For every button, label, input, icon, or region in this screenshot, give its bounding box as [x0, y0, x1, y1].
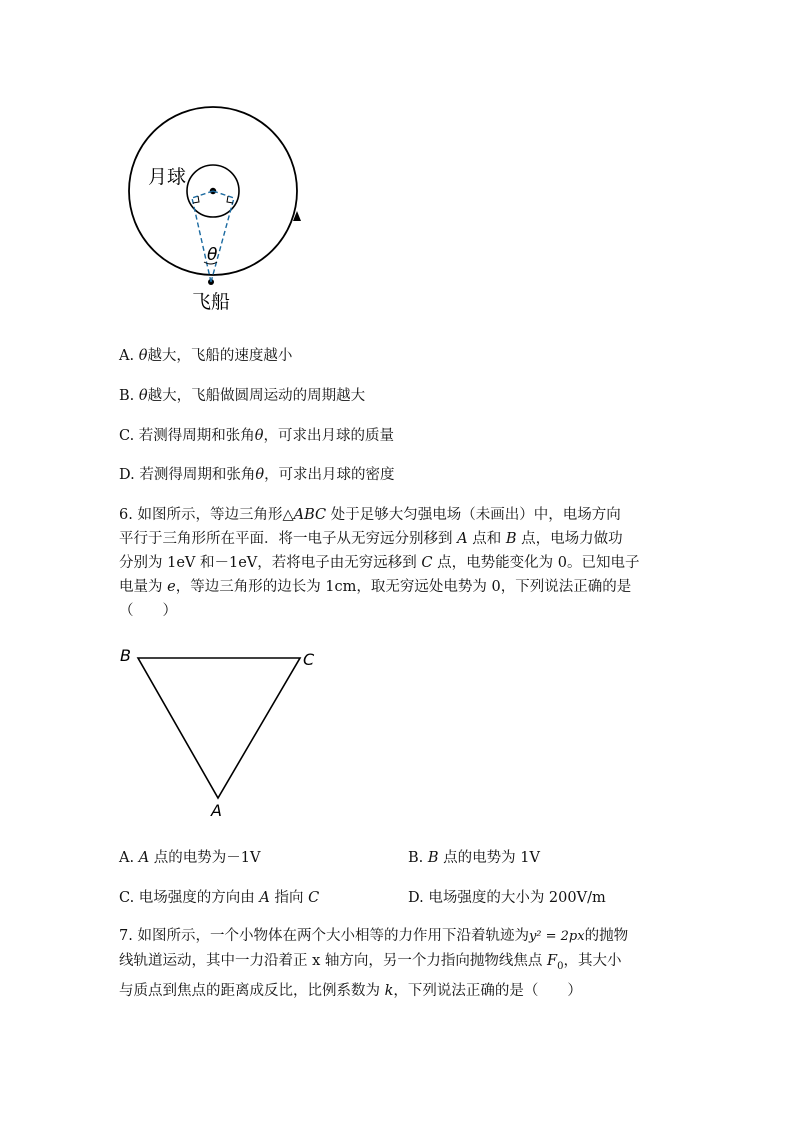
- q6-option-c: C. 电场强度的方向由 A 指向 C: [119, 890, 320, 906]
- q6-option-d: D. 电场强度的大小为 200V/m: [408, 890, 606, 906]
- tangent-line-right: [211, 198, 234, 282]
- q5-option-c: C. 若测得周期和张角θ，可求出月球的质量: [119, 428, 395, 444]
- moon-label: 月球: [148, 166, 187, 188]
- q6-option-a: A. A 点的电势为－1V: [119, 850, 261, 866]
- spacecraft-label: 飞船: [192, 291, 231, 313]
- vertex-a-label: A: [211, 801, 222, 820]
- q5-option-b: B. θ越大，飞船做圆周运动的周期越大: [119, 388, 366, 404]
- radius-line-right: [213, 191, 234, 198]
- theta-label: θ: [207, 245, 218, 265]
- parabola-formula: y² = 2px: [528, 929, 585, 944]
- vertex-c-label: C: [303, 650, 315, 669]
- q7-stem: 7. 如图所示，一个小物体在两个大小相等的力作用下沿着轨迹为y² = 2px的抛物 线轨道运动，其中一力沿着正 x 轴方向，另一个力指向抛物线焦点 $F_0$，其大小 与质点到焦点的距离成反比，比例系数为 k，下列说法正确的是（ ）: [119, 928, 629, 999]
- triangle-abc: [138, 658, 300, 798]
- triangle-figure: [110, 640, 330, 825]
- q6-stem: 6. 如图所示，等边三角形△ABC 处于足够大匀强电场（未画出）中，电场方向 平行于三角形所在平面．将一电子从无穷远分别移到 A 点和 B 点，电场力做功 分别为 1eV 和－1eV，若将电子由无穷远移到 C 点，电势能变化为 0。已知电子 电量为 e，等边三角形的边长为 1cm，取无穷远处电势为 0，下列说法正确的是 （ ）: [119, 507, 640, 619]
- radius-line-left: [192, 191, 213, 198]
- q5-option-d: D. 若测得周期和张角θ，可求出月球的密度: [119, 467, 395, 483]
- q6-option-b: B. B 点的电势为 1V: [408, 850, 540, 866]
- tangent-line-left: [192, 198, 211, 282]
- orbit-figure: [110, 105, 310, 320]
- vertex-b-label: B: [120, 646, 131, 665]
- q5-option-a: A. θ越大，飞船的速度越小: [119, 348, 293, 364]
